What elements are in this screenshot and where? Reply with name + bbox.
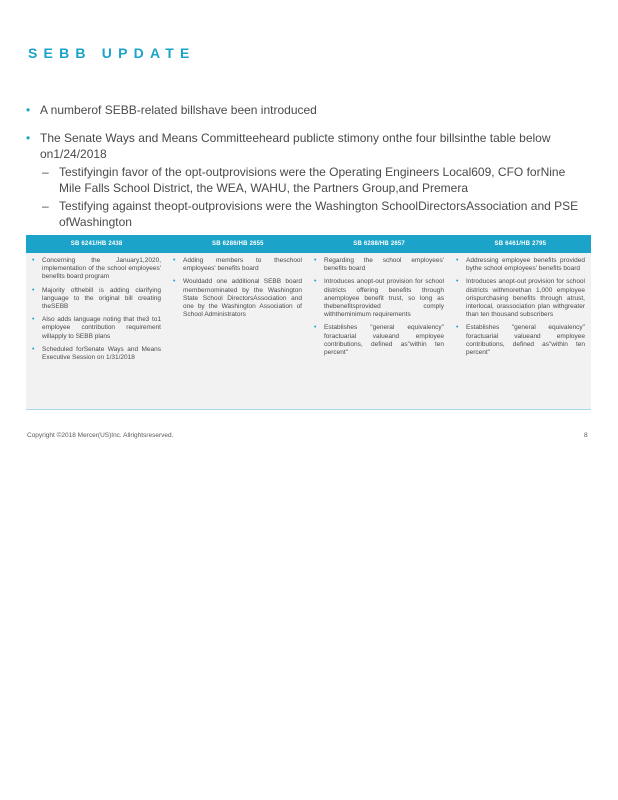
bullet-dot-icon: • [32,286,35,294]
cell-text: Establishes "general equivalency" foractuarial valueand employee contributions, defined as"within ten percent" [466,324,585,357]
bullet-dot-icon: • [32,316,35,324]
table-cell-item [312,257,444,273]
table-cell-item [312,324,444,357]
cell-text: Regarding the school employees' benefits board [324,257,444,273]
bullet-dot-icon: • [173,257,176,264]
bullet-dot-icon: • [314,257,317,264]
bills-table [26,235,591,412]
cell-text: Introduces anopt-out provision for school districts offering benefits through anemployee benefit trust, so long as thebenefitsprovided comply withtheminimum requirements [324,278,444,319]
bullet-text: A numberof SEBB-related billshave been introduced [40,103,317,117]
bullet-dot-icon: • [456,278,459,286]
bullet-text: The Senate Ways and Means Committeeheard publicte stimony onthe four billsinthe table below on1/24/2018 [40,131,551,161]
cell-text: Introduces anopt-out provision for school districts withmorethan 1,000 employee orispurchasing benefits through atrust, interlocal, orassociation plan withgreater than ten thousand subscribers [466,278,585,319]
dash-icon: – [42,165,49,179]
table-cell-item [312,278,444,319]
cell-text: Majority ofthebill is adding clarifying language to the original bill creating theSEBB [42,286,161,311]
dash-icon: – [42,199,49,213]
bullet-dot-icon: • [456,257,459,264]
bullet-dot-icon: • [456,324,459,332]
table-header-cell: SB 6288/HB 2657 [353,241,405,247]
bullet-dot-icon: • [26,131,31,145]
table-header-cell: SB 6241/HB 2438 [70,241,123,247]
bullet-dot-icon: • [32,345,35,353]
bullet-item [26,130,586,162]
table-column [26,253,167,409]
cell-text: Scheduled forSenate Ways and Means Executive Session on 1/31/2018 [42,345,161,362]
bullet-dot-icon: • [314,324,317,332]
sub-bullet-item [26,198,586,230]
table-cell-item [454,278,585,319]
table-column [450,253,591,409]
table-cell-item [30,346,161,362]
sub-bullet-item [26,164,586,196]
table-cell-item [454,324,585,357]
table-body-row [26,253,591,410]
cell-text: Concerning the January1,2020, implementation of the school employees' benefits board program [42,257,161,281]
bullet-dot-icon: • [173,278,176,286]
sub-bullet-text: Testifying against theopt-outprovisions were the Washington SchoolDirectorsAssociation and PSE ofWashington [59,199,579,229]
table-cell-item [171,257,302,273]
cell-text: Also adds language noting that the3 to1 employee contribution requirement willapply to SEBB plans [42,316,161,340]
table-cell-item [171,278,302,319]
sub-bullet-text: Testifyingin favor of the opt-outprovisions were the Operating Engineers Local609, CFO forNine Mile Falls School District, the WEA, WAHU, the Partners Group,and Premera [59,165,566,195]
page-number: 8 [584,432,588,439]
page-title: SEBB UPDATE [28,45,196,61]
bullet-dot-icon: • [314,278,317,286]
cell-text: Establishes "general equivalency" foractuarial valueand employee contributions, defined as"within ten percent" [324,324,444,357]
table-cell-item [454,257,585,273]
table-header-row [26,235,591,253]
table-column [308,253,450,409]
bullet-item [26,102,586,118]
cell-text: Addressing employee benefits provided bythe school employees' benefits board [466,257,585,273]
bullet-dot-icon: • [26,103,31,117]
table-cell-item [30,257,161,282]
table-header-cell: SB 6461/HB 2795 [494,241,547,247]
cell-text: Adding members to theschool employees' benefits board [183,257,302,273]
copyright-footer: Copyright ©2018 Mercer(US)Inc. Allrightsreserved. [27,432,174,439]
table-cell-item [30,287,161,312]
table-cell-item [30,316,161,341]
bullet-list [26,102,586,232]
bullet-dot-icon: • [32,257,35,264]
table-header-cell: SB 6286/HB 2655 [212,241,264,247]
table-column [167,253,308,409]
cell-text: Wouldadd one additional SEBB board membernominated by the Washington State School DirectorsAssociation and one by the Washington Association of School Administrators [183,278,302,319]
